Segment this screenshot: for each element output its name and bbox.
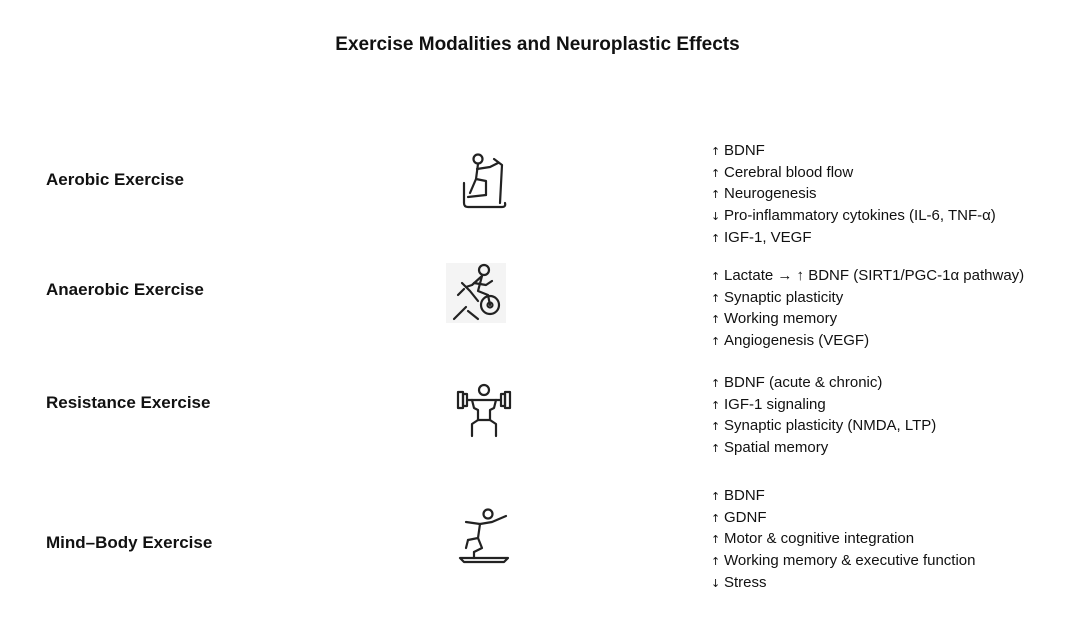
arrow-icon: ↑ (711, 555, 721, 569)
effect-item (711, 141, 996, 163)
effect-item (711, 288, 1024, 310)
effect-item (711, 309, 1024, 331)
arrow-icon: ↓ (711, 210, 721, 224)
arrow-icon: ↑ (711, 231, 721, 245)
effect-item (711, 551, 976, 573)
effects-list-resistance (711, 373, 936, 460)
effect-item (711, 184, 996, 206)
effect-item (711, 228, 996, 250)
effect-text: BDNF (acute & chronic) (724, 374, 883, 391)
effect-item (711, 416, 936, 438)
arrow-icon: ↑ (711, 188, 721, 202)
effect-text: Stress (724, 573, 767, 591)
effect-text: Working memory (724, 310, 838, 328)
effect-text: Lactate → ↑ BDNF (SIRT1/PGC-1α pathway) (724, 267, 1025, 284)
arrow-icon: ↑ (711, 511, 721, 525)
arrow-icon: ↑ (711, 145, 721, 158)
effect-item (711, 529, 976, 551)
effect-item (711, 266, 1024, 288)
effect-item (711, 486, 976, 508)
effect-item (711, 163, 996, 185)
arrow-icon: ↑ (711, 313, 721, 327)
page-title: Exercise Modalities and Neuroplastic Effects (335, 34, 740, 55)
effect-text: GDNF (724, 508, 767, 526)
effect-text: IGF-1, VEGF (724, 228, 812, 246)
arrow-icon: ↑ (711, 291, 721, 305)
yoga-pose-icon (452, 504, 516, 568)
arrow-icon: ↑ (711, 335, 721, 349)
arrow-icon: ↑ (711, 398, 721, 412)
effects-list-aerobic (711, 141, 996, 250)
effect-text: Synaptic plasticity (NMDA, LTP) (724, 417, 937, 435)
effect-text: IGF-1 signaling (724, 395, 826, 413)
arrow-icon: ↓ (711, 576, 721, 590)
effect-text: Spatial memory (724, 439, 829, 457)
effect-text: Cerebral blood flow (724, 163, 854, 181)
effect-item (711, 373, 936, 395)
effect-item (711, 331, 1024, 353)
modality-label-anaerobic: Anaerobic Exercise (46, 280, 204, 299)
effect-text: BDNF (724, 487, 765, 504)
elliptical-trainer-icon (450, 149, 514, 213)
effect-item (711, 206, 996, 228)
arrow-icon: ↑ (711, 377, 721, 390)
effect-item (711, 438, 936, 460)
modality-label-aerobic: Aerobic Exercise (46, 170, 184, 189)
arrow-icon: ↑ (711, 533, 721, 547)
weightlifting-icon (452, 378, 516, 442)
effects-list-anaerobic (711, 266, 1024, 353)
arrow-icon: ↑ (711, 270, 721, 283)
effects-list-mind-body (711, 486, 976, 595)
arrow-icon: ↑ (711, 442, 721, 456)
effect-text: BDNF (724, 142, 765, 159)
effect-text: Pro-inflammatory cytokines (IL-6, TNF-α) (724, 207, 996, 225)
effect-item (711, 573, 976, 595)
effect-text: Angiogenesis (VEGF) (724, 332, 870, 350)
effect-item (711, 508, 976, 530)
modality-label-resistance: Resistance Exercise (46, 393, 211, 412)
effect-text: Motor & cognitive integration (724, 530, 915, 548)
effect-item (711, 395, 936, 417)
effect-text: Working memory & executive function (724, 552, 976, 570)
arrow-icon: ↑ (711, 420, 721, 434)
arrow-icon: ↑ (711, 166, 721, 180)
modality-label-mind-body: Mind–Body Exercise (46, 533, 213, 552)
stationary-bike-icon (444, 261, 508, 325)
arrow-icon: ↑ (711, 490, 721, 503)
effect-text: Neurogenesis (724, 185, 817, 203)
effect-text: Synaptic plasticity (724, 288, 844, 306)
